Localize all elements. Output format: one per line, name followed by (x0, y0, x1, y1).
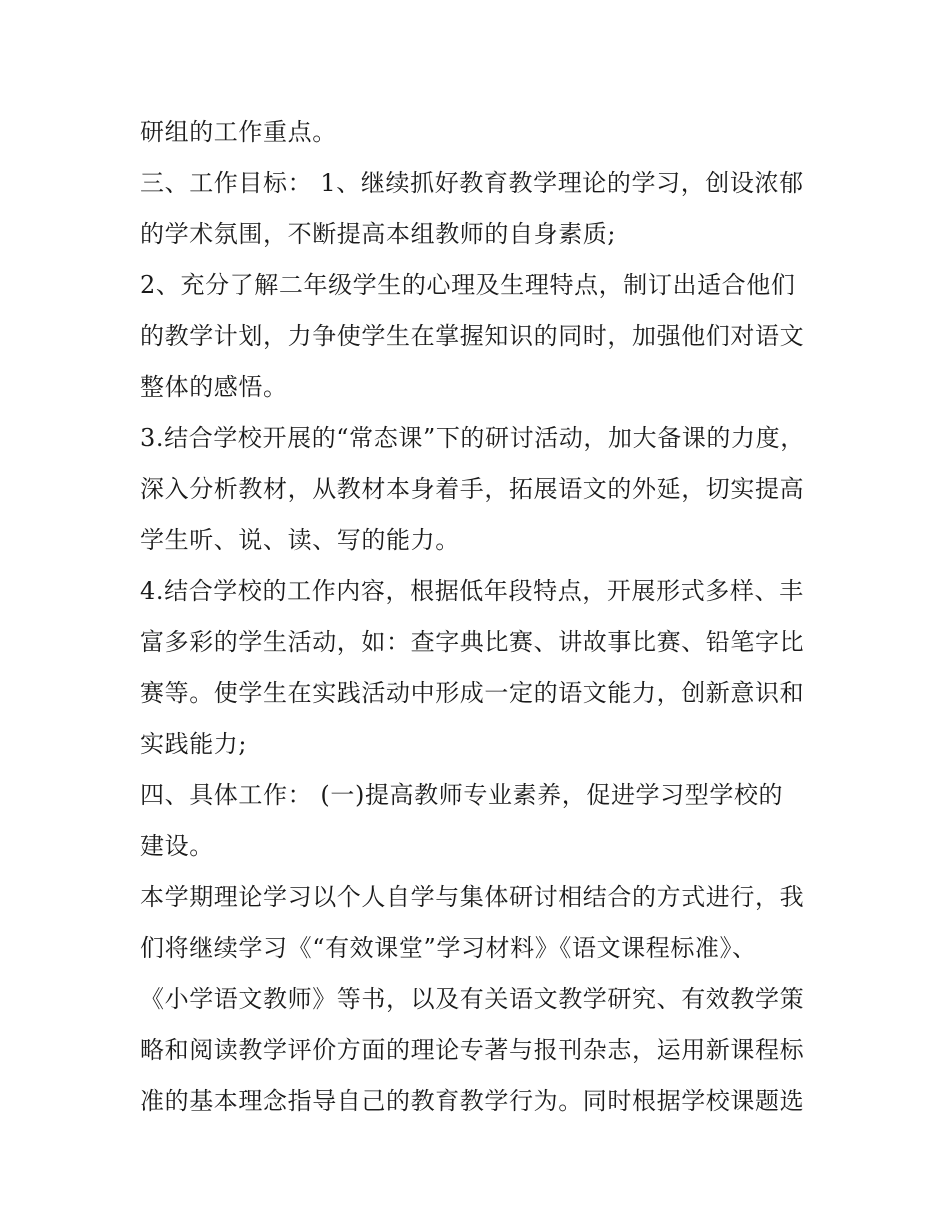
text-line: 们将继续学习《“有效课堂”学习材料》《语文课程标准》、 (140, 934, 757, 962)
text-line: 准的基本理念指导自己的教育教学行为。同时根据学校课题选 (140, 1087, 805, 1115)
text-line: 深入分析教材，从教材本身着手，拓展语文的外延，切实提高 (140, 475, 805, 503)
text-line: 4.结合学校的工作内容，根据低年段特点，开展形式多样、丰 (140, 577, 804, 605)
text-line: 建设。 (140, 832, 214, 860)
text-line: 三、工作目标： 1、继续抓好教育教学理论的学习，创设浓郁 (140, 169, 804, 197)
text-line: 富多彩的学生活动，如：查字典比赛、讲故事比赛、铅笔字比 (140, 628, 805, 656)
text-line: 略和阅读教学评价方面的理论专著与报刊杂志，运用新课程标 (140, 1036, 805, 1064)
text-line: 实践能力; (140, 730, 248, 758)
text-line: 3.结合学校开展的“常态课”下的研讨活动，加大备课的力度， (140, 424, 805, 452)
text-line: 学生听、说、读、写的能力。 (140, 526, 460, 554)
document-body (140, 107, 820, 1127)
text-line: 研组的工作重点。 (140, 118, 337, 146)
text-line: 的教学计划，力争使学生在掌握知识的同时，加强他们对语文 (140, 322, 805, 350)
text-line: 四、具体工作： (一)提高教师专业素养，促进学习型学校的 (140, 781, 784, 809)
text-line: 整体的感悟。 (140, 373, 288, 401)
text-line: 赛等。使学生在实践活动中形成一定的语文能力，创新意识和 (140, 679, 805, 707)
text-line: 本学期理论学习以个人自学与集体研讨相结合的方式进行，我 (140, 883, 805, 911)
text-line: 2、充分了解二年级学生的心理及生理特点，制订出适合他们 (140, 271, 796, 299)
text-line: 《小学语文教师》等书，以及有关语文教学研究、有效教学策 (140, 985, 805, 1013)
text-line: 的学术氛围，不断提高本组教师的自身素质; (140, 220, 617, 248)
